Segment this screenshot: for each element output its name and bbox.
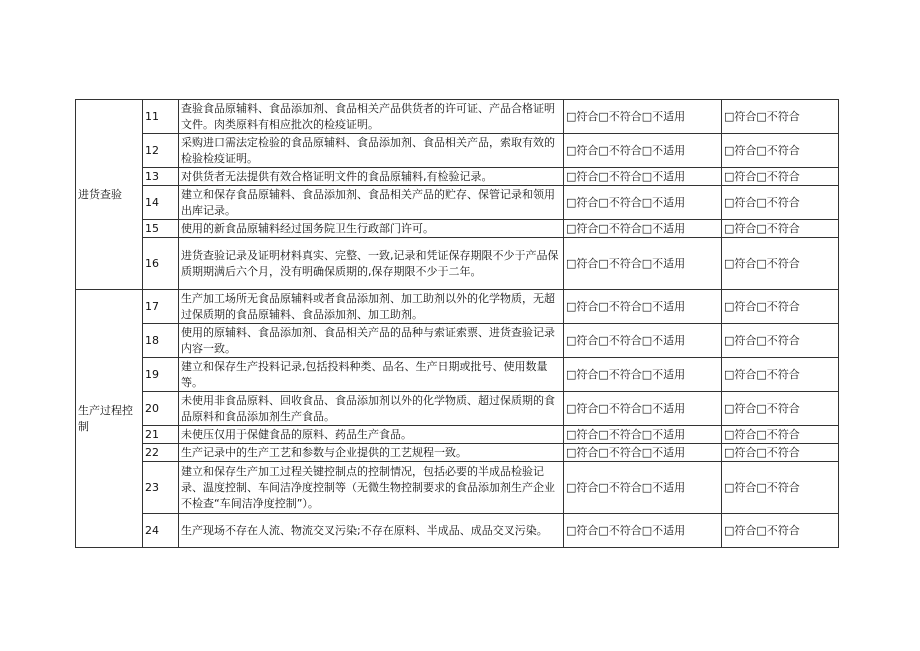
- options-checkboxes[interactable]: □符合□不符合□不适用: [564, 290, 722, 324]
- item-text: 建立和保存生产加工过程关键控制点的控制情况，包括必要的半成品检验记录、温度控制、车间洁净度控制等（无微生物控制要求的食品添加剂生产企业不检查“车间洁净度控制”）。: [179, 462, 564, 514]
- category-cell: 进货查验: [76, 100, 143, 290]
- item-text: 建立和保存生产投料记录,包括投料种类、品名、生产日期或批号、使用数量等。: [179, 358, 564, 392]
- result-checkboxes[interactable]: □符合□不符合: [722, 186, 839, 220]
- result-checkboxes[interactable]: □符合□不符合: [722, 134, 839, 168]
- item-text: 使用的新食品原辅料经过国务院卫生行政部门许可。: [179, 220, 564, 238]
- result-checkboxes[interactable]: □符合□不符合: [722, 290, 839, 324]
- table-row: [76, 392, 839, 426]
- table-row: [76, 220, 839, 238]
- options-checkboxes[interactable]: □符合□不符合□不适用: [564, 514, 722, 548]
- options-checkboxes[interactable]: □符合□不符合□不适用: [564, 444, 722, 462]
- result-checkboxes[interactable]: □符合□不符合: [722, 392, 839, 426]
- table-row: [76, 358, 839, 392]
- item-number: 17: [143, 290, 179, 324]
- item-number: 16: [143, 238, 179, 290]
- options-checkboxes[interactable]: □符合□不符合□不适用: [564, 168, 722, 186]
- table-row: [76, 100, 839, 134]
- item-text: 生产现场不存在人流、物流交叉污染;不存在原料、半成品、成品交叉污染。: [179, 514, 564, 548]
- item-text: 未使压仅用于保健食品的原料、药品生产食品。: [179, 426, 564, 444]
- table-row: [76, 186, 839, 220]
- options-checkboxes[interactable]: □符合□不符合□不适用: [564, 324, 722, 358]
- item-number: 15: [143, 220, 179, 238]
- result-checkboxes[interactable]: □符合□不符合: [722, 324, 839, 358]
- options-checkboxes[interactable]: □符合□不符合□不适用: [564, 238, 722, 290]
- category-cell: 生产过程控制: [76, 290, 143, 548]
- item-number: 19: [143, 358, 179, 392]
- result-checkboxes[interactable]: □符合□不符合: [722, 514, 839, 548]
- table-row: [76, 444, 839, 462]
- item-text: 查验食品原辅料、食品添加剂、食品相关产品供货者的许可证、产品合格证明文件。肉类原料有相应批次的检疫证明。: [179, 100, 564, 134]
- table-row: [76, 134, 839, 168]
- table-row: [76, 324, 839, 358]
- item-number: 23: [143, 462, 179, 514]
- item-text: 使用的原辅料、食品添加剂、食品相关产品的品种与索证索票、进货查验记录内容一致。: [179, 324, 564, 358]
- item-text: 建立和保存食品原辅料、食品添加剂、食品相关产品的贮存、保管记录和领用出库记录。: [179, 186, 564, 220]
- item-text: 采购进口需法定检验的食品原辅料、食品添加剂、食品相关产品，索取有效的检验检疫证明。: [179, 134, 564, 168]
- item-text: 未使用非食品原料、回收食品、食品添加剂以外的化学物质、超过保质期的食品原料和食品添加剂生产食品。: [179, 392, 564, 426]
- result-checkboxes[interactable]: □符合□不符合: [722, 100, 839, 134]
- item-number: 22: [143, 444, 179, 462]
- result-checkboxes[interactable]: □符合□不符合: [722, 220, 839, 238]
- item-text: 生产记录中的生产工艺和参数与企业提供的工艺规程一致。: [179, 444, 564, 462]
- options-checkboxes[interactable]: □符合□不符合□不适用: [564, 134, 722, 168]
- item-number: 12: [143, 134, 179, 168]
- item-number: 11: [143, 100, 179, 134]
- item-number: 24: [143, 514, 179, 548]
- result-checkboxes[interactable]: □符合□不符合: [722, 426, 839, 444]
- item-number: 18: [143, 324, 179, 358]
- table-row: [76, 514, 839, 548]
- options-checkboxes[interactable]: □符合□不符合□不适用: [564, 462, 722, 514]
- item-text: 生产加工场所无食品原辅料或者食品添加剂、加工助剂以外的化学物质，无超过保质期的食品原辅料、食品添加剂、加工助剂。: [179, 290, 564, 324]
- table-row: [76, 290, 839, 324]
- item-text: 进货查验记录及证明材料真实、完整、一致,记录和凭证保存期限不少于产品保质期期满后六个月，没有明确保质期的,保存期限不少于二年。: [179, 238, 564, 290]
- options-checkboxes[interactable]: □符合□不符合□不适用: [564, 358, 722, 392]
- item-number: 21: [143, 426, 179, 444]
- item-number: 20: [143, 392, 179, 426]
- inspection-table: [75, 99, 839, 548]
- item-number: 13: [143, 168, 179, 186]
- item-text: 对供货者无法提供有效合格证明文件的食品原辅料,有检验记录。: [179, 168, 564, 186]
- options-checkboxes[interactable]: □符合□不符合□不适用: [564, 426, 722, 444]
- options-checkboxes[interactable]: □符合□不符合□不适用: [564, 186, 722, 220]
- result-checkboxes[interactable]: □符合□不符合: [722, 168, 839, 186]
- table-row: [76, 426, 839, 444]
- item-number: 14: [143, 186, 179, 220]
- result-checkboxes[interactable]: □符合□不符合: [722, 358, 839, 392]
- table-row: [76, 462, 839, 514]
- table-row: [76, 168, 839, 186]
- options-checkboxes[interactable]: □符合□不符合□不适用: [564, 392, 722, 426]
- options-checkboxes[interactable]: □符合□不符合□不适用: [564, 100, 722, 134]
- result-checkboxes[interactable]: □符合□不符合: [722, 462, 839, 514]
- options-checkboxes[interactable]: □符合□不符合□不适用: [564, 220, 722, 238]
- table-row: [76, 238, 839, 290]
- result-checkboxes[interactable]: □符合□不符合: [722, 444, 839, 462]
- result-checkboxes[interactable]: □符合□不符合: [722, 238, 839, 290]
